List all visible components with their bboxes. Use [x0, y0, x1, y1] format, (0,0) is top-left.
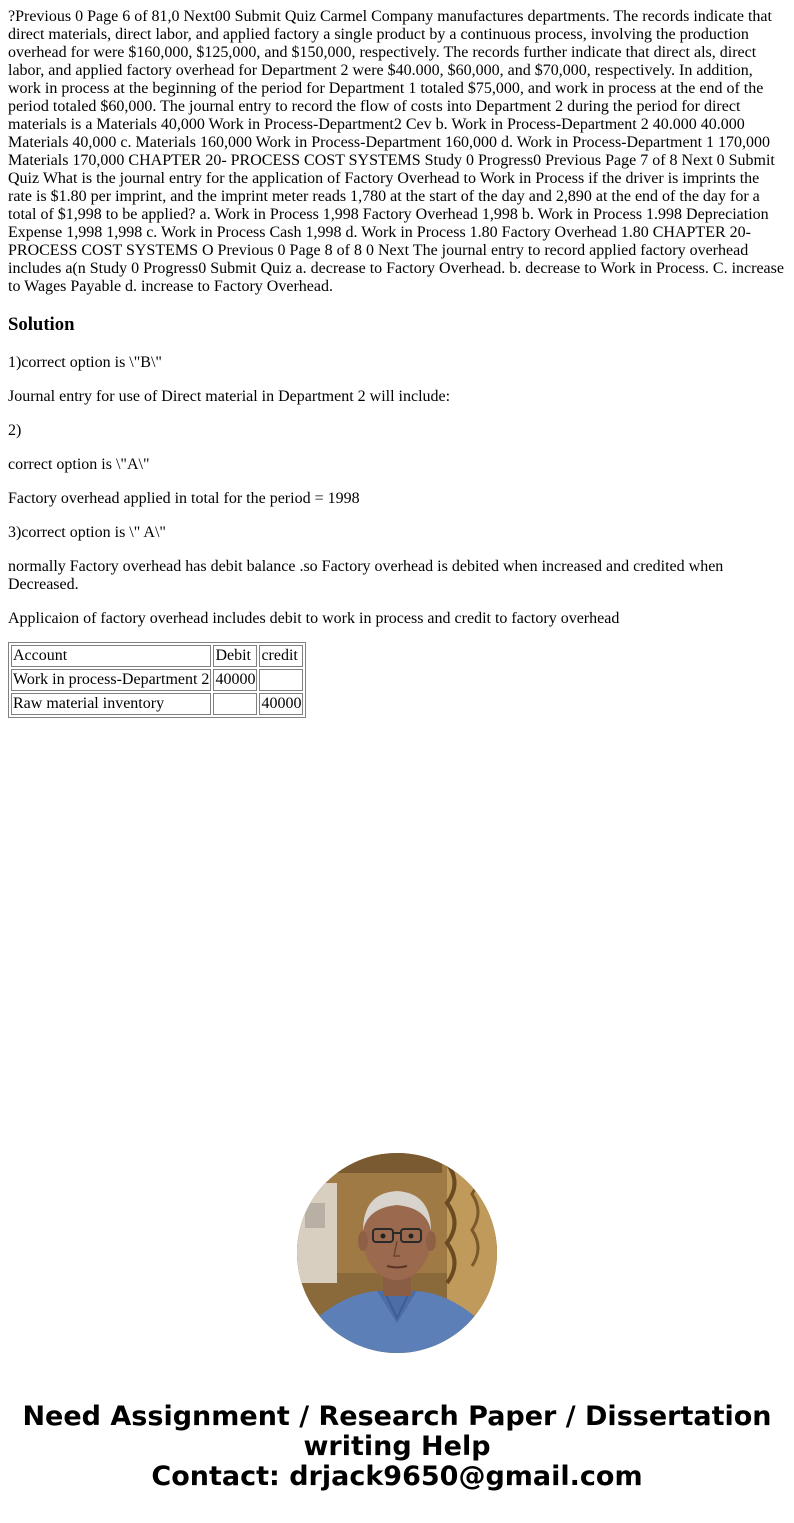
- row-account: Raw material inventory: [11, 693, 211, 715]
- answer-2-number: 2): [8, 422, 22, 439]
- answer-3-application: Applicaion of factory overhead includes debit to work in process and credit to factory overhead: [8, 610, 620, 627]
- author-avatar: [297, 1153, 497, 1353]
- page-content: [0, 0, 794, 718]
- answer-3: 3)correct option is \" A\": [8, 524, 166, 541]
- answer-1-explanation: Journal entry for use of Direct material in Department 2 will include:: [8, 388, 451, 405]
- answer-2-explanation: Factory overhead applied in total for the period = 1998: [8, 490, 360, 507]
- row-debit: [213, 693, 257, 715]
- table-row: [11, 669, 303, 691]
- banner-line-1: Need Assignment / Research Paper / Dissertation: [22, 1401, 772, 1432]
- answer-2: correct option is \"A\": [8, 456, 150, 473]
- row-debit: 40000: [213, 669, 257, 691]
- banner-line-2: writing Help: [303, 1431, 491, 1462]
- solution-heading: Solution: [8, 314, 75, 335]
- row-credit: [259, 669, 303, 691]
- row-account: Work in process-Department 2: [11, 669, 211, 691]
- answer-3-explanation: normally Factory overhead has debit balance .so Factory overhead is debited when increased and credited when Decreased.: [8, 558, 724, 593]
- question-text: ?Previous 0 Page 6 of 81,0 Next00 Submit Quiz Carmel Company manufactures departments. The records indicate that direct materials, direct labor, and applied factory a single product by a continuous process, involving the production overhead for were $160,000, $125,000, and $150,000, respectively. The records further indicate that direct als, direct labor, and applied factory overhead for Department 2 were $40.000, $60,000, and $70,000, respectively. In addition, work in process at the beginning of the period for Department 1 totaled $75,000, and work in process at the end of the period totaled $60,000. The journal entry to record the flow of costs into Department 2 during the period for direct materials is a Materials 40,000 Work in Process-Department2 Cev b. Work in Process-Department 2 40.000 40.000 Materials 40,000 c. Materials 160,000 Work in Process-Department 160,000 d. Work in Process-Department 1 170,000 Materials 170,000 CHAPTER 20- PROCESS COST SYSTEMS Study 0 Progress0 Previous Page 7 of 8 Next 0 Submit Quiz What is the journal entry for the application of Factory Overhead to Work in Process if the driver is imprints the rate is $1.80 per imprint, and the imprint meter reads 1,780 at the start of the day and 2,890 at the end of the day for a total of $1,998 to be applied? a. Work in Process 1,998 Factory Overhead 1,998 b. Work in Process 1.998 Depreciation Expense 1,998 1,998 c. Work in Process Cash 1,998 d. Work in Process 1.80 Factory Overhead 1.80 CHAPTER 20- PROCESS COST SYSTEMS O Previous 0 Page 8 of 8 0 Next The journal entry to record applied factory overhead includes a(n Study 0 Progress0 Submit Quiz a. decrease to Factory Overhead. b. decrease to Work in Process. C. increase to Wages Payable d. increase to Factory Overhead.: [8, 8, 784, 295]
- header-credit: credit: [259, 645, 303, 667]
- table-row: [11, 693, 303, 715]
- row-credit: 40000: [259, 693, 303, 715]
- banner-contact-email: Contact: drjack9650@gmail.com: [151, 1461, 643, 1492]
- author-photo: [297, 1153, 497, 1353]
- journal-entry-table: [8, 642, 306, 718]
- header-account: Account: [11, 645, 211, 667]
- answer-1: 1)correct option is \"B\": [8, 354, 162, 371]
- table-header-row: [11, 645, 303, 667]
- contact-banner: [0, 1402, 794, 1492]
- header-debit: Debit: [213, 645, 257, 667]
